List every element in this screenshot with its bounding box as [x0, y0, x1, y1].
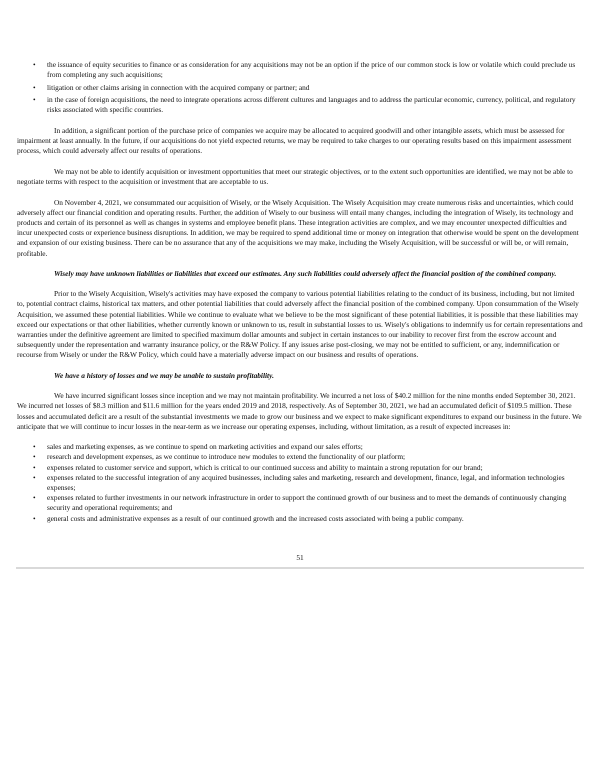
- list-item: • general costs and administrative expenses as a result of our continued growth and the increased costs associated with being a public company.: [33, 513, 464, 523]
- bullet-icon: •: [33, 513, 36, 523]
- paragraph-goodwill: In addition, a significant portion of the purchase price of companies we acquire may be allocated to acquired goodwill and other intangible assets, which must be assessed for impairment at least annually. In the future, if our acquisitions do not yield expected returns, we may be required to take charges to our operating results based on this impairment assessment process, which could adversely affect our results of operations.: [17, 125, 572, 156]
- paragraph-wisely-acquisition: On November 4, 2021, we consummated our acquisition of Wisely, or the Wisely Acquisition. The Wisely Acquisition may create numerous risks and uncertainties, which could adversely affect our financial condition and operating results. Further, the addition of Wisely to our business will entail many changes, including the integration of Wisely, its technology and products and certain of its personnel as well as changes in systems and employee benefit plans. These integration activities are complex, and we may encounter unexpected difficulties and incur unexpected costs or experience business disruptions. In addition, we may be required to spend additional time or money on integration that otherwise would be spent on the development and expansion of our existing business. There can be no assurance that any of the acquisitions we may make, including the Wisely Acquisition, will be successful or will be, or will remain, profitable.: [17, 197, 579, 258]
- bullet-icon: •: [33, 472, 36, 482]
- page-separator: [16, 567, 584, 569]
- list-item: • litigation or other claims arising in connection with the acquired company or partner; and: [33, 82, 310, 92]
- bullet-icon: •: [33, 82, 36, 92]
- bullet-icon: •: [33, 493, 36, 503]
- list-item: • research and development expenses, as we continue to introduce new modules to extend the functionality of our platform;: [33, 452, 406, 462]
- paragraph-opportunities: We may not be able to identify acquisition or investment opportunities that meet our strategic objectives, or to the extent such opportunities are identified, we may not be able to negotiate terms with respect to the acquisition or investment that are acceptable to us.: [17, 166, 573, 187]
- bullet-icon: •: [33, 452, 36, 462]
- document-page: [17, 60, 583, 524]
- paragraph-wisely-liabilities: Prior to the Wisely Acquisition, Wisely's activities may have exposed the company to various potential liabilities relating to the conduct of its business, including, but not limited to, potential contract claims, historical tax matters, and other potential liabilities that could adversely affect the financial position of the combined company. Upon consummation of the Wisely Acquisition, we assumed these potential liabilities. While we continue to evaluate what we believe to be the most significant of these potential liabilities, it is possible that these liabilities may exceed our expectations or that other liabilities, whether currently known or unknown to us, result in substantial losses to us. Wisely's obligations to indemnify us for certain representations and warranties under the definitive agreement are limited to specified maximum dollar amounts and subject in certain instances to our inability to recover first from the escrow account and subsequently under the representation and warranty insurance policy, or the R&W Policy. If any issues arise post-closing, we may not be entitled to sufficient, or any, indemnification or recourse from Wisely or under the R&W Policy, which could have a materially adverse impact on our business and results of operations.: [17, 289, 583, 360]
- expense-increase-list: [17, 442, 583, 524]
- page-number: 51: [296, 553, 304, 562]
- list-item: • expenses related to the successful integration of any acquired businesses, including sales and marketing, research and development, finance, legal, and information technologies expenses;: [33, 472, 565, 493]
- bullet-icon: •: [33, 60, 36, 69]
- list-item: • the issuance of equity securities to finance or as consideration for any acquisitions may not be an option if the price of our common stock is low or volatile which could preclude us from completing any such acquisitions;: [33, 60, 576, 80]
- list-item: • expenses related to further investments in our network infrastructure in order to support the continued growth of our business and to meet the demands of continuously changing security and operational requirements; and: [33, 493, 567, 513]
- list-item: • in the case of foreign acquisitions, the need to integrate operations across different cultures and languages and to address the particular economic, currency, political, and regulatory risks associated with specific countries.: [33, 95, 576, 115]
- bullet-icon: •: [33, 95, 36, 105]
- paragraph-losses: We have incurred significant losses since inception and we may not maintain profitability. We incurred a net loss of $40.2 million for the nine months ended September 30, 2021. We incurred net losses of $8.3 million and $11.6 million for the years ended 2019 and 2018, respectively. As of September 30, 2021, we had an accumulated deficit of $109.5 million. These losses and accumulated deficit are a result of the substantial investments we made to grow our business and we expect to make significant expenditures to expand our business in the future. We anticipate that we will continue to incur losses in the near-term as we increase our operating expenses, including, without limitation, as a result of expected increases in:: [17, 391, 582, 431]
- list-item: • expenses related to customer service and support, which is critical to our continued success and ability to maintain a strong reputation for our brand;: [33, 462, 483, 472]
- section-heading-history-of-losses: We have a history of losses and we may be unable to sustain profitability.: [54, 370, 274, 380]
- list-item: • sales and marketing expenses, as we continue to spend on marketing activities and expand our sales efforts;: [33, 442, 363, 452]
- section-heading-wisely-liabilities: Wisely may have unknown liabilities or liabilities that exceed our estimates. Any such liabilities could adversely affect the financial position of the combined company.: [54, 269, 557, 279]
- acquisition-risk-list: [17, 60, 583, 116]
- bullet-icon: •: [33, 442, 36, 452]
- bullet-icon: •: [33, 462, 36, 472]
